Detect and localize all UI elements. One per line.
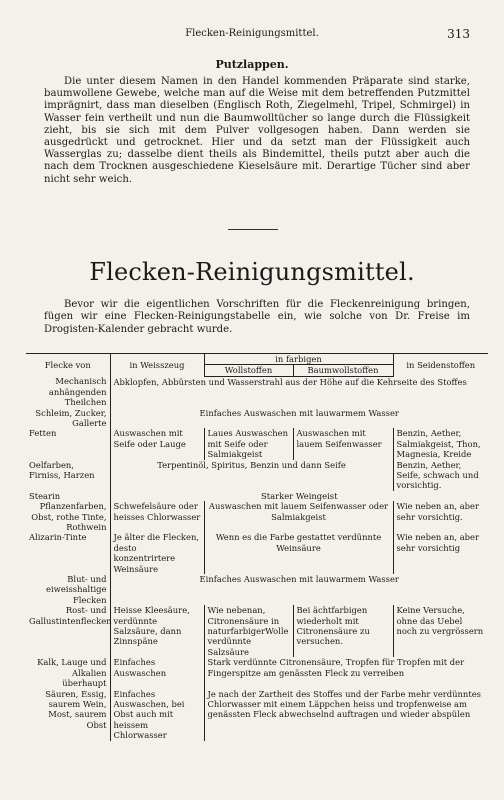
col-header-weisszeug: in Weisszeug xyxy=(110,354,204,377)
wollstoffen-cell: Wie nebenan, Citronensäure in naturfarbigerWolle verdünnte Salzsäure xyxy=(204,605,293,657)
seidenstoffen-cell: Wie neben an, aber sehr vorsichtig. xyxy=(393,501,488,532)
section-divider xyxy=(228,229,278,230)
table-row xyxy=(26,574,488,605)
col-header-flecke: Flecke von xyxy=(26,354,110,377)
running-title: Flecken-Reinigungsmittel. xyxy=(185,28,319,39)
table-row xyxy=(26,532,488,574)
seidenstoffen-cell: Wie neben an, aber sehr vorsichtig xyxy=(393,532,488,574)
stain-cell: Alizarin-Tinte xyxy=(29,532,87,543)
table-row xyxy=(26,376,488,407)
putzlappen-paragraph xyxy=(44,76,470,186)
page-number: 313 xyxy=(447,27,470,41)
weisszeug-cell: Einfaches Auswaschen xyxy=(110,657,204,688)
table-row xyxy=(26,460,488,491)
section-title: Flecken-Reinigungsmittel. xyxy=(89,258,415,286)
seidenstoffen-cell: Keine Versuche, ohne das Uebel noch zu vergrössern xyxy=(393,605,488,657)
baumwollstoffen-cell: Bei ächtfarbigen wiederholt mit Citronensäure zu versuchen. xyxy=(293,605,393,657)
wollstoffen-cell: Laues Auswaschen mit Seife oder Salmiakgeist xyxy=(204,428,293,459)
weisszeug-cell: Heisse Kleesäure, verdünnte Salzsäure, dann Zinnspäne xyxy=(110,605,204,657)
table-row xyxy=(26,689,488,741)
stain-removal-table xyxy=(26,353,488,741)
table-row xyxy=(26,428,488,459)
table-row xyxy=(26,501,488,532)
treatment-cell: Abklopfen, Abbürsten und Wasserstrahl aus der Höhe auf die Kehrseite des Stoffes xyxy=(110,376,488,407)
weisszeug-cell: Auswaschen mit Seife oder Lauge xyxy=(110,428,204,459)
col-header-baumwollstoffen: Baumwollstoffen xyxy=(293,365,393,376)
weisszeug-cell: Je älter die Flecken, desto konzentrirtere Weinsäure xyxy=(110,532,204,574)
treatment-cell: Auswaschen mit lauem Seifenwasser oder Salmiakgeist xyxy=(204,501,393,532)
treatment-cell: Starker Weingeist xyxy=(110,491,488,501)
stain-cell: Oelfarben, Firniss, Harzen xyxy=(29,459,95,480)
stain-cell: Pflanzenfarben, Obst, rothe Tinte, Rothwein xyxy=(31,501,107,532)
stain-cell: Blut- und eiweisshaltige Flecken xyxy=(46,574,107,605)
stain-cell: Fetten xyxy=(29,428,57,439)
stain-cell: Kalk, Lauge und Alkalien überhaupt xyxy=(37,657,107,689)
putzlappen-text: Die unter diesem Namen in den Handel kommenden Präparate sind starke, baumwollene Gewebe, welche man auf die Weise mit dem betreffenden Putzmittel imprägnirt, dass man dieselben (Englisch Roth, Ziegelmehl, Tripel, Schmirgel) in Wasser fein vertheilt und nun die Baumwolltücher so lange durch die Flüssigkeit zieht, bis sie sich mit dem Pulver vollgesogen haben. Dann werden sie ausgedrückt und getrocknet. Hier und da setzt man der Flüssigkeit auch Wasserglas zu; dasselbe dient theils als Bindemittel, theils putzt aber auch die nach dem Trocknen ausgeschiedene Kieselsäure mit. Derartige Tücher sind aber nicht sehr weich. xyxy=(44,76,470,185)
col-header-wollstoffen: Wollstoffen xyxy=(204,365,293,376)
seidenstoffen-cell: Benzin, Aether, Seife, schwach und vorsichtig. xyxy=(393,460,488,491)
stain-cell: Rost- und Gallustintenflecken xyxy=(29,605,112,626)
intro-paragraph xyxy=(44,299,470,336)
treatment-cell: Je nach der Zartheit des Stoffes und der Farbe mehr verdünntes Chlorwasser mit einem Läppchen heiss und tropfenweise am genässten Fleck abwechselnd auftragen und wieder abspülen xyxy=(204,689,488,741)
stain-cell: Mechanisch anhängenden Theilchen xyxy=(48,376,107,408)
intro-text: Bevor wir die eigentlichen Vorschriften für die Fleckenreinigung bringen, fügen wir eine Flecken-Reinigungstabelle ein, wie solche von Dr. Freise im Drogisten-Kalender gebracht wurde. xyxy=(44,299,470,335)
weisszeug-cell: Schwefelsäure oder heisses Chlorwasser xyxy=(110,501,204,532)
table-row xyxy=(26,605,488,657)
stain-cell: Stearin xyxy=(29,490,61,501)
baumwollstoffen-cell: Auswaschen mit lauem Seifenwasser xyxy=(293,428,393,459)
page-header xyxy=(0,28,504,44)
treatment-cell: Einfaches Auswaschen mit lauwarmem Wasser xyxy=(110,574,488,605)
table-row xyxy=(26,491,488,501)
putzlappen-heading: Putzlappen. xyxy=(215,58,289,71)
table-row xyxy=(26,408,488,429)
treatment-cell: Terpentinöl, Spiritus, Benzin und dann Seife xyxy=(110,460,393,491)
treatment-cell: Einfaches Auswaschen mit lauwarmem Wasser xyxy=(110,408,488,429)
stain-cell: Säuren, Essig, saurem Wein, Most, saurem Obst xyxy=(45,688,107,730)
weisszeug-cell: Einfaches Auswaschen, bei Obst auch mit heissem Chlorwasser xyxy=(110,689,204,741)
treatment-cell: Stark verdünnte Citronensäure, Tropfen für Tropfen mit der Fingerspitze am genässten Fleck zu verreiben xyxy=(204,657,488,688)
stain-cell: Schleim, Zucker, Gallerte xyxy=(35,407,107,428)
seidenstoffen-cell: Benzin, Aether, Salmiakgeist, Thon, Magnesia, Kreide xyxy=(393,428,488,459)
table-row xyxy=(26,657,488,688)
col-header-farbigen: in farbigen xyxy=(204,354,393,365)
treatment-cell: Wenn es die Farbe gestattet verdünnte Weinsäure xyxy=(204,532,393,574)
col-header-seidenstoffen: in Seidenstoffen xyxy=(393,354,488,377)
